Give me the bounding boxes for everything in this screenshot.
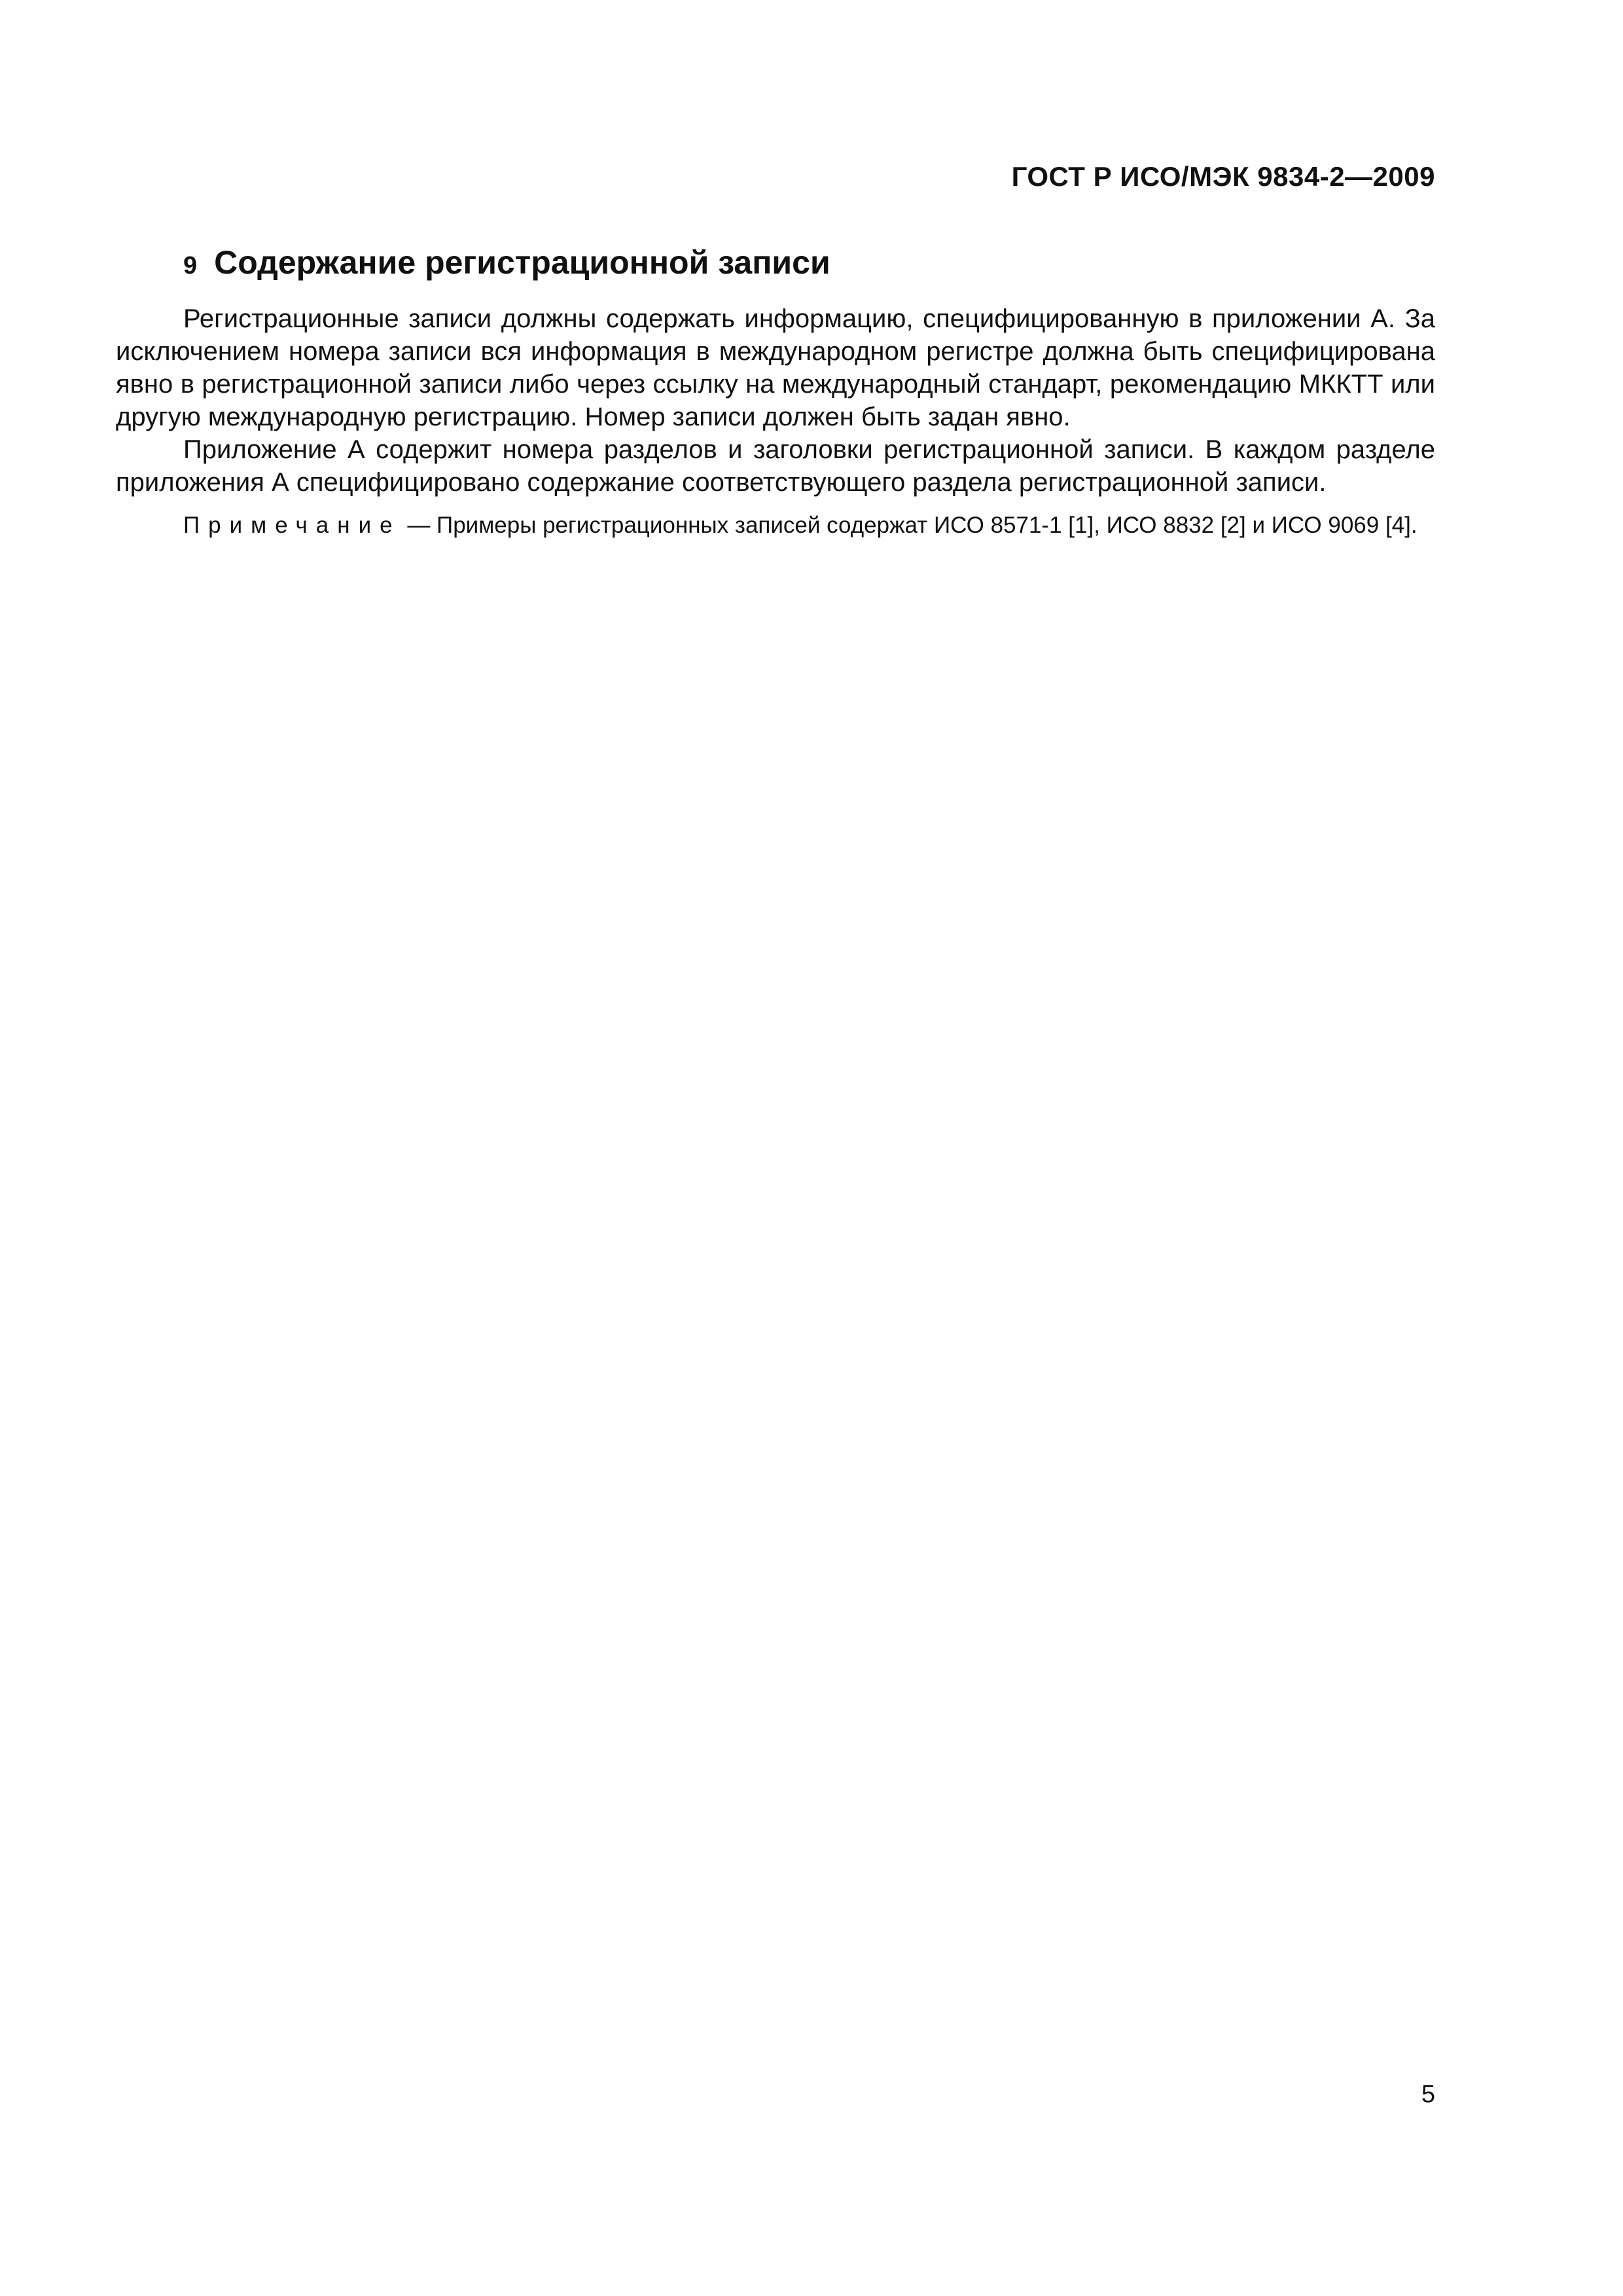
section-number: 9	[183, 252, 198, 279]
paragraph-annex-a: Приложение А содержит номера разделов и заголовки регистрационной записи. В каждом разделе приложения А специфицировано содержание соответствующего раздела регистрационной записи.	[116, 435, 1435, 497]
page-number: 5	[1421, 2081, 1435, 2108]
section-title: Содержание регистрационной записи	[214, 244, 830, 281]
note-text: — Примеры регистрационных записей содержат ИСО 8571-1 [1], ИСО 8832 [2] и ИСО 9069 [4].	[401, 512, 1418, 538]
section-heading	[183, 240, 1361, 294]
section-body	[116, 302, 1435, 542]
paragraph-registration-records: Регистрационные записи должны содержать информацию, специфицированную в приложении А. За исключением номера записи вся информация в международном регистре должна быть специфицирована явно в регистрационной записи либо через ссылку на международный стандарт, рекомендацию МККТТ или другую международную регистрацию. Номер записи должен быть задан явно.	[116, 304, 1435, 431]
note	[116, 509, 1435, 542]
note-label: Примечание	[183, 512, 401, 538]
document-standard-id: ГОСТ Р ИСО/МЭК 9834-2—2009	[1011, 161, 1435, 192]
